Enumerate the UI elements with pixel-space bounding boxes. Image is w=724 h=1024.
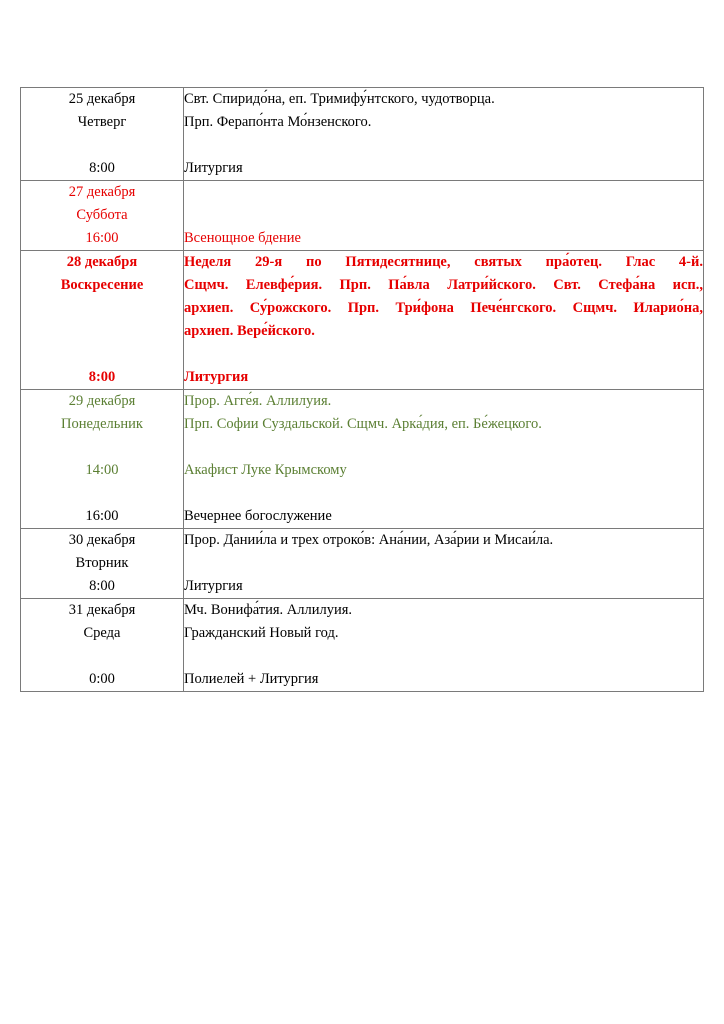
service-time: 8:00: [88, 369, 116, 385]
description-cell: [184, 88, 704, 181]
table-row: [21, 251, 704, 390]
weekday: Суббота: [76, 207, 128, 223]
date-cell: [21, 251, 184, 390]
date-cell: [21, 88, 184, 181]
date: 25 декабря: [68, 91, 136, 107]
service-name: Всенощное бдение: [184, 230, 301, 246]
service-name: Литургия: [184, 160, 243, 176]
table-row: [21, 529, 704, 599]
date-cell: [21, 181, 184, 251]
table-row: [21, 181, 704, 251]
service-time: 0:00: [89, 671, 115, 687]
table-row: [21, 599, 704, 692]
weekday: Воскресение: [60, 277, 144, 293]
weekday: Понедельник: [61, 416, 143, 432]
saint-line: Свт. Спиридо́на, еп. Тримифу́нтского, чудотворца.: [184, 91, 495, 107]
service-name: Литургия: [184, 578, 243, 594]
description-cell: [184, 390, 704, 529]
service-time: 16:00: [85, 508, 119, 524]
saint-line: архиеп. Су́рожского. Прп. Три́фона Пече́нгского. Сщмч. Иларио́на,: [184, 300, 703, 316]
date: 30 декабря: [68, 532, 136, 548]
weekday: Вторник: [75, 555, 129, 571]
akathist-name: Акафист Луке Крымскому: [184, 462, 347, 478]
service-name: Литургия: [184, 369, 249, 385]
schedule-table: [20, 87, 704, 692]
saint-line: Прп. Софии Суздальской. Сщмч. Арка́дия, еп. Бе́жецкого.: [184, 416, 542, 432]
saint-line: архиеп. Вере́йского.: [184, 323, 315, 339]
description-cell: [184, 181, 704, 251]
service-name: Полиелей + Литургия: [184, 671, 319, 687]
date: 27 декабря: [68, 184, 136, 200]
saint-line: Прор. Дании́ла и трех отроко́в: Ана́нии, Аза́рии и Мисаи́ла.: [184, 532, 554, 548]
date-cell: [21, 599, 184, 692]
date-cell: [21, 529, 184, 599]
table-row: [21, 88, 704, 181]
description-cell: [184, 251, 704, 390]
description-cell: [184, 529, 704, 599]
service-time: 8:00: [89, 160, 115, 176]
saint-line: Гражданский Новый год.: [184, 625, 339, 641]
service-time: 8:00: [89, 578, 115, 594]
saint-line: Сщмч. Елевфе́рия. Прп. Па́вла Латри́йского. Свт. Стефа́на исп.,: [184, 277, 703, 293]
service-name: Вечернее богослужение: [184, 508, 332, 524]
date: 29 декабря: [68, 393, 136, 409]
saint-line: Прп. Ферапо́нта Мо́нзенского.: [184, 114, 372, 130]
weekday: Среда: [83, 625, 121, 641]
date-cell: [21, 390, 184, 529]
saint-line: Неделя 29-я по Пятидесятнице, святых пра́отец. Глас 4-й.: [184, 254, 703, 270]
table-row: [21, 390, 704, 529]
saint-line: Прор. Агге́я. Аллилуия.: [184, 393, 332, 409]
weekday: Четверг: [77, 114, 127, 130]
service-time: 16:00: [85, 230, 119, 246]
date: 28 декабря: [66, 254, 138, 270]
akathist-time: 14:00: [85, 462, 119, 478]
date: 31 декабря: [68, 602, 136, 618]
description-cell: [184, 599, 704, 692]
saint-line: Мч. Вонифа́тия. Аллилуия.: [184, 602, 353, 618]
